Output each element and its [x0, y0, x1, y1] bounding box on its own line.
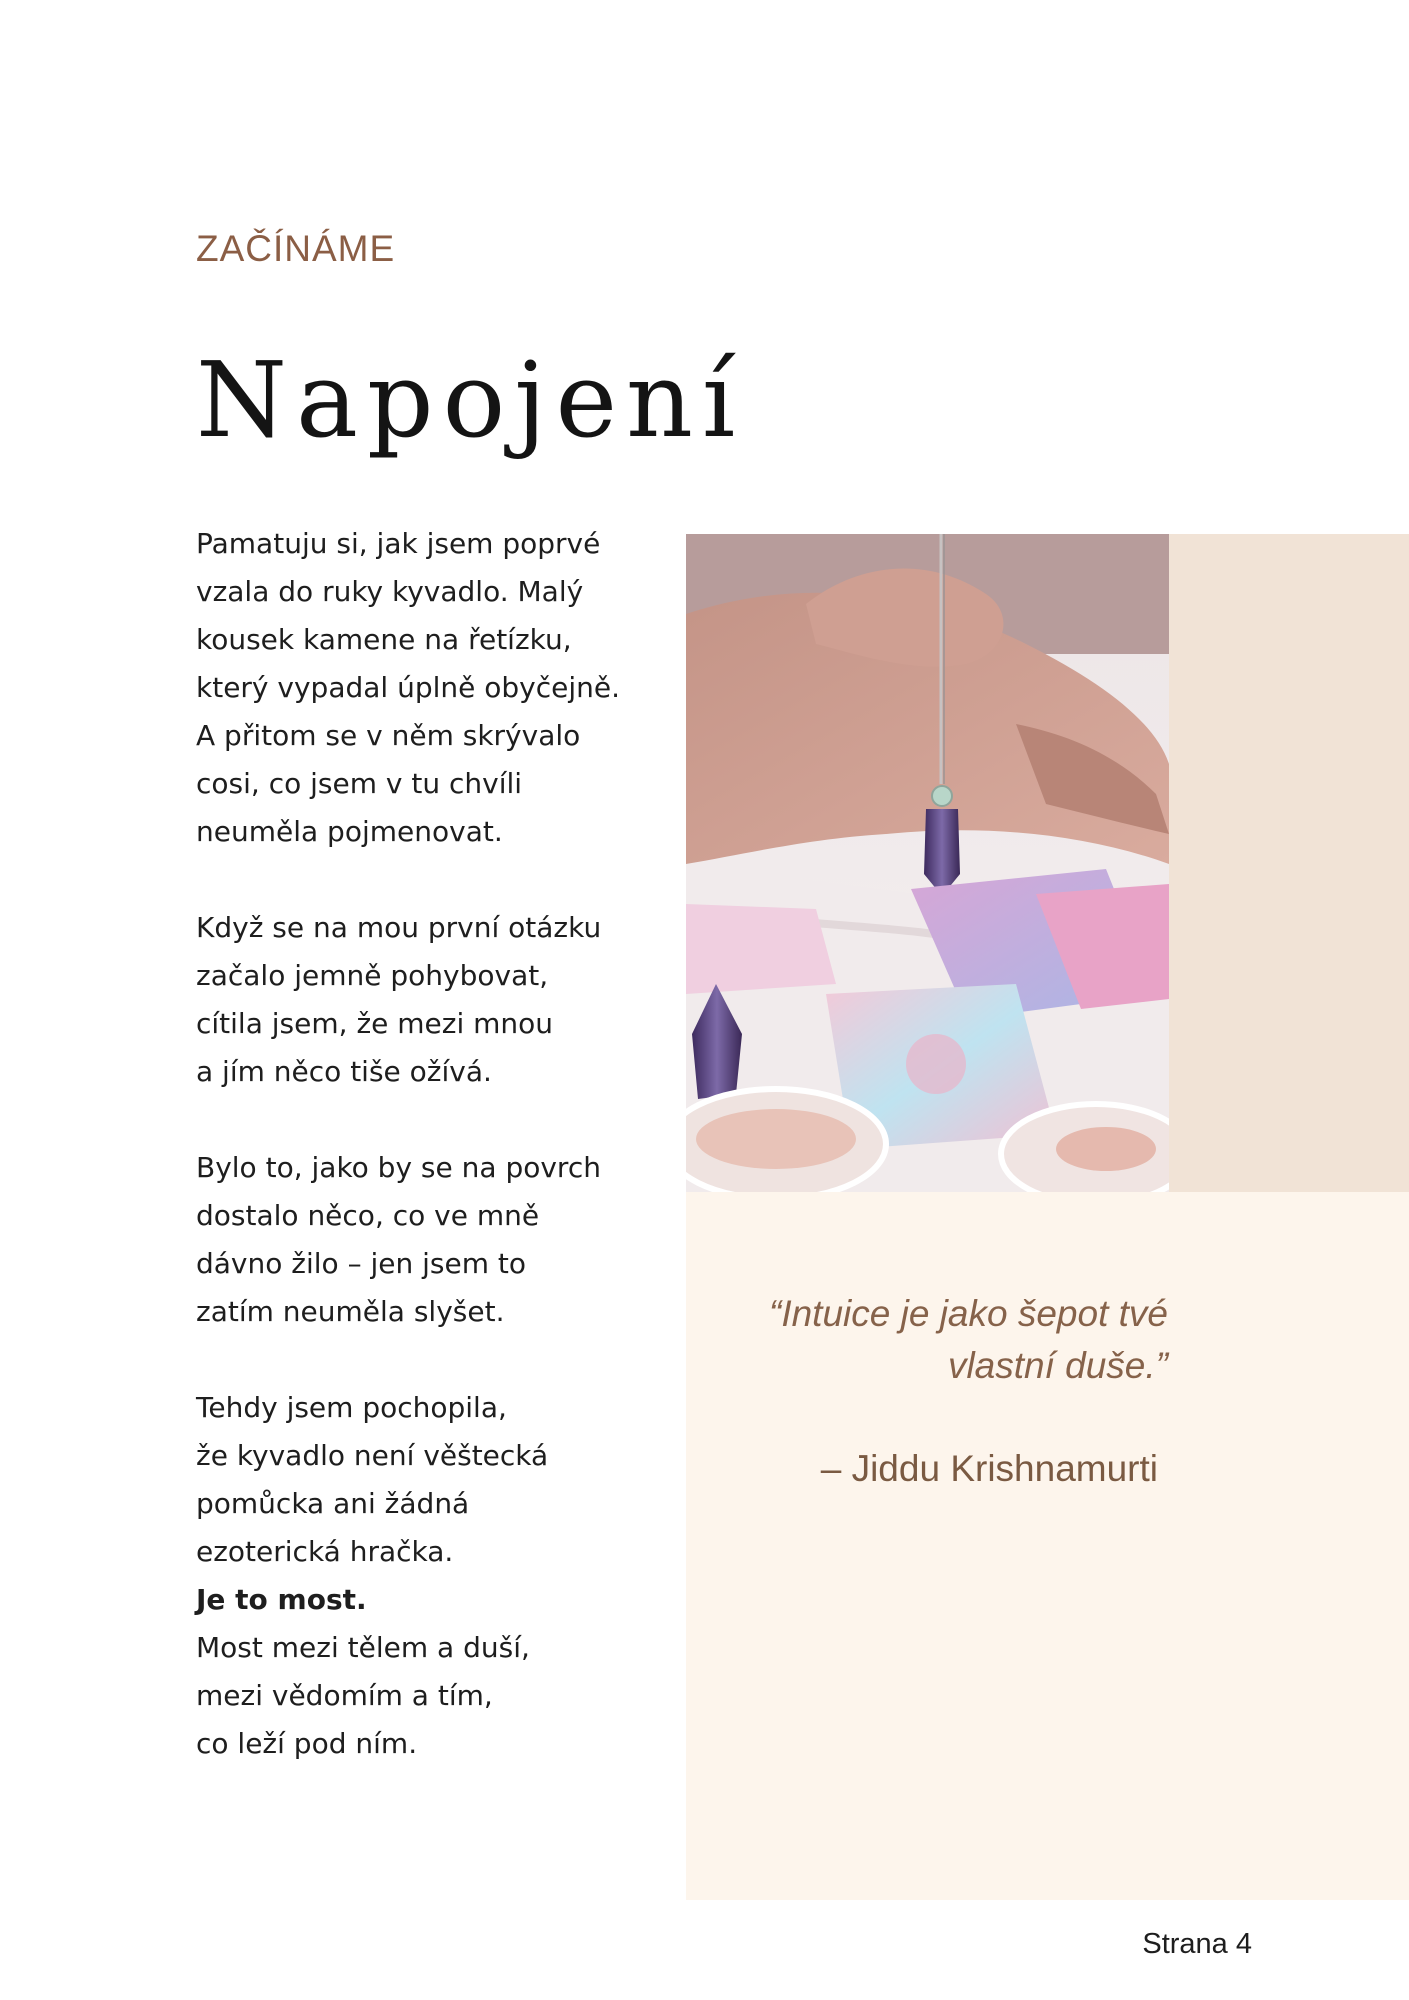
text-line: dostalo něco, co ve mně: [196, 1199, 540, 1232]
text-line: vzala do ruky kyvadlo. Malý: [196, 575, 584, 608]
text-line: co leží pod ním.: [196, 1727, 418, 1760]
paragraph-4: [196, 1384, 616, 1768]
quote-author: – Jiddu Krishnamurti: [820, 1448, 1158, 1489]
text-line: Most mezi tělem a duší,: [196, 1631, 530, 1664]
emphasis-line: Je to most.: [196, 1583, 367, 1616]
text-line: mezi vědomím a tím,: [196, 1679, 493, 1712]
paragraph-1: [196, 520, 621, 856]
quote-line: “Intuice je jako šepot tvé: [769, 1293, 1168, 1334]
text-line: začalo jemně pohybovat,: [196, 959, 549, 992]
paragraph-2: [196, 904, 616, 1096]
section-eyebrow: ZAČÍNÁME: [196, 228, 396, 269]
text-line: Bylo to, jako by se na povrch: [196, 1151, 601, 1184]
text-line: a jím něco tiše ožívá.: [196, 1055, 492, 1088]
text-line: A přitom se v něm skrývalo: [196, 719, 581, 752]
text-line: cosi, co jsem v tu chvíli: [196, 767, 523, 800]
quote-line: vlastní duše.”: [947, 1345, 1168, 1386]
text-line: Tehdy jsem pochopila,: [196, 1391, 507, 1424]
text-line: dávno žilo – jen jsem to: [196, 1247, 526, 1280]
body-text: [196, 520, 621, 1816]
text-line: pomůcka ani žádná: [196, 1487, 470, 1520]
text-line: neuměla pojmenovat.: [196, 815, 503, 848]
page-number: Strana 4: [1142, 1928, 1252, 1960]
text-line: ezoterická hračka.: [196, 1535, 454, 1568]
text-line: cítila jsem, že mezi mnou: [196, 1007, 554, 1040]
text-line: Pamatuju si, jak jsem poprvé: [196, 527, 601, 560]
text-line: který vypadal úplně obyčejně.: [196, 671, 621, 704]
decorative-tan-panel: [1169, 534, 1409, 1192]
text-line: Když se na mou první otázku: [196, 911, 602, 944]
pendulum-photo: [686, 534, 1169, 1192]
text-line: zatím neuměla slyšet.: [196, 1295, 505, 1328]
quote: [700, 1288, 1168, 1392]
paragraph-3: [196, 1144, 616, 1336]
text-line: kousek kamene na řetízku,: [196, 623, 572, 656]
text-line: že kyvadlo není věštecká: [196, 1439, 549, 1472]
page-title: Napojení: [196, 338, 745, 461]
